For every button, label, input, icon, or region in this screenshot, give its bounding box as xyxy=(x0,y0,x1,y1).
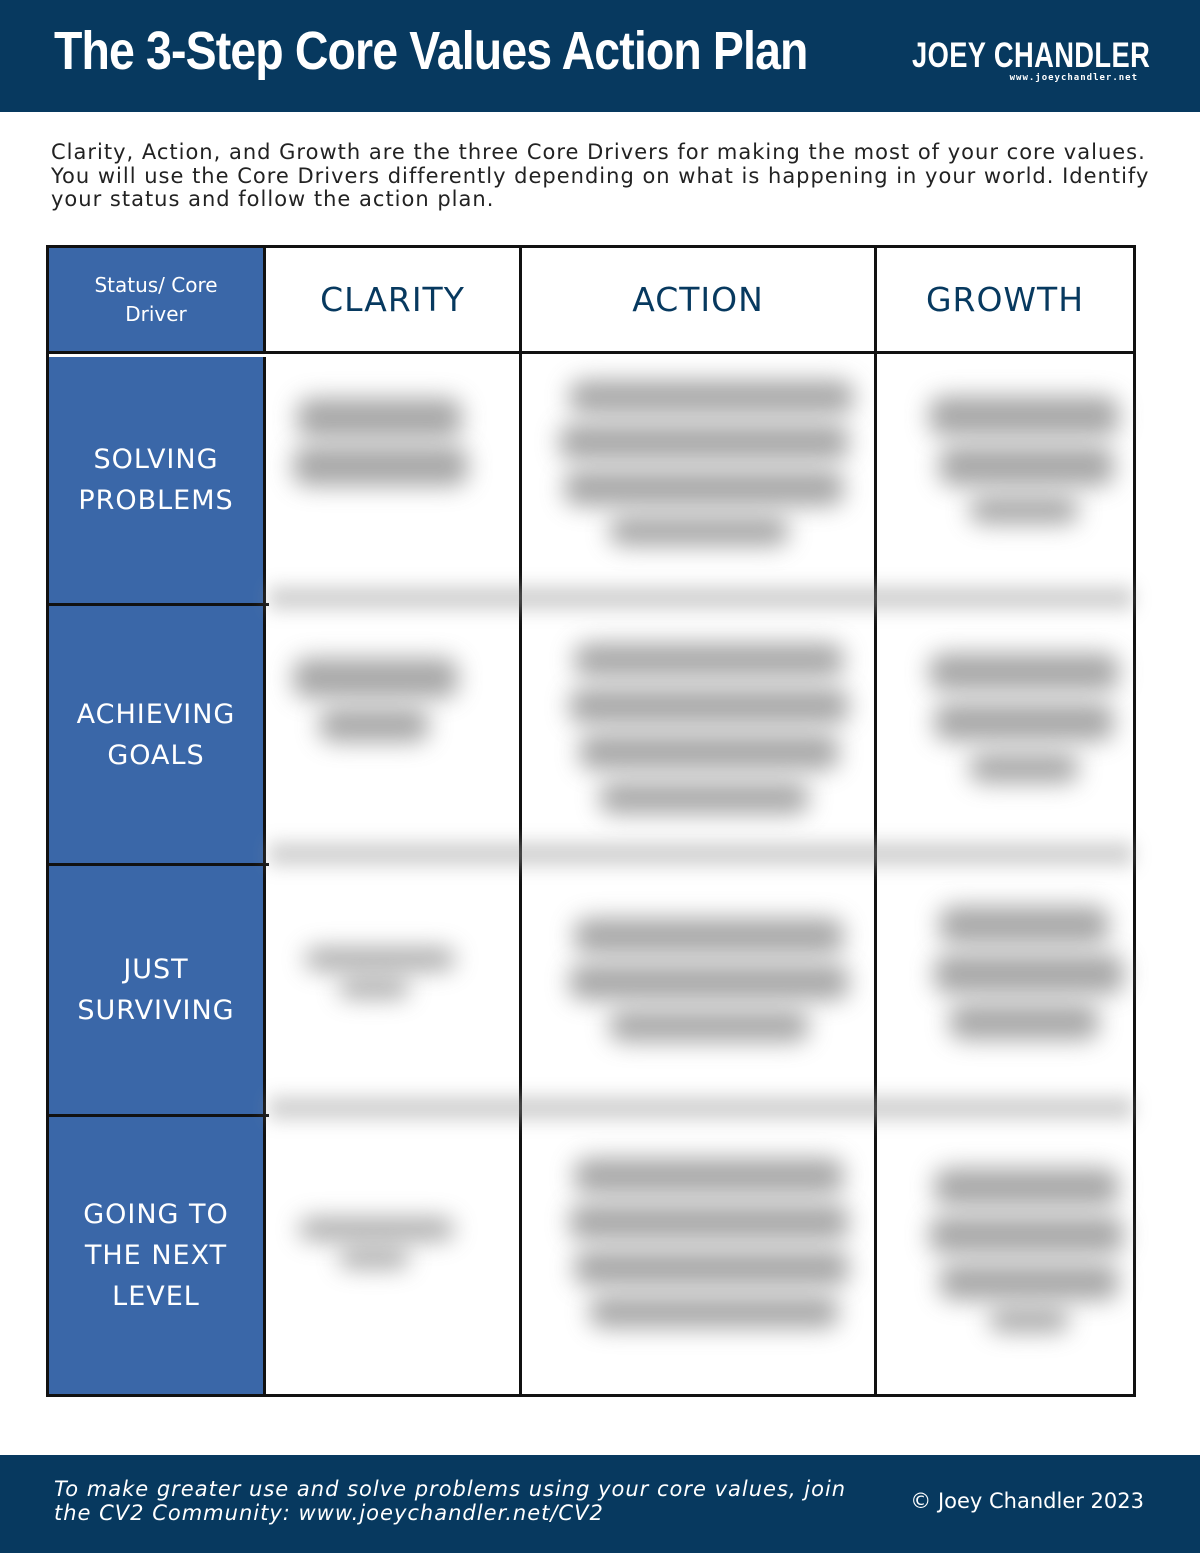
copyright: © Joey Chandler 2023 xyxy=(910,1489,1144,1513)
logo-url: www.joeychandler.net xyxy=(1009,73,1138,83)
row-header-achieving-goals: ACHIEVING GOALS xyxy=(49,606,266,863)
column-header-growth: GROWTH xyxy=(877,248,1133,354)
column-header-action: ACTION xyxy=(522,248,877,354)
row-header-just-surviving: JUST SURVIVING xyxy=(49,866,266,1114)
row-header-solving-problems: SOLVING PROBLEMS xyxy=(49,357,266,603)
footer-cta: To make greater use and solve problems using your core values, join the CV2 Community: www.joeychandler.net/CV2 xyxy=(54,1477,847,1525)
row-header-next-level: GOING TO THE NEXT LEVEL xyxy=(49,1117,266,1394)
obscured-cell-content xyxy=(269,358,1133,1358)
logo-name: JOEY CHANDLER xyxy=(912,36,1151,75)
brand-logo xyxy=(912,36,1151,86)
column-header-clarity: CLARITY xyxy=(266,248,522,354)
header-bar xyxy=(0,0,1200,112)
intro-paragraph: Clarity, Action, and Growth are the three Core Drivers for making the most of your core values. You will use the Core Drivers differently depending on what is happening in your world. Identify your status and follow the action plan. xyxy=(51,140,1150,211)
corner-header: Status/ Core Driver xyxy=(49,248,266,354)
footer-bar xyxy=(0,1455,1200,1553)
action-plan-table xyxy=(46,245,1136,1397)
page-title: The 3-Step Core Values Action Plan xyxy=(54,21,808,81)
